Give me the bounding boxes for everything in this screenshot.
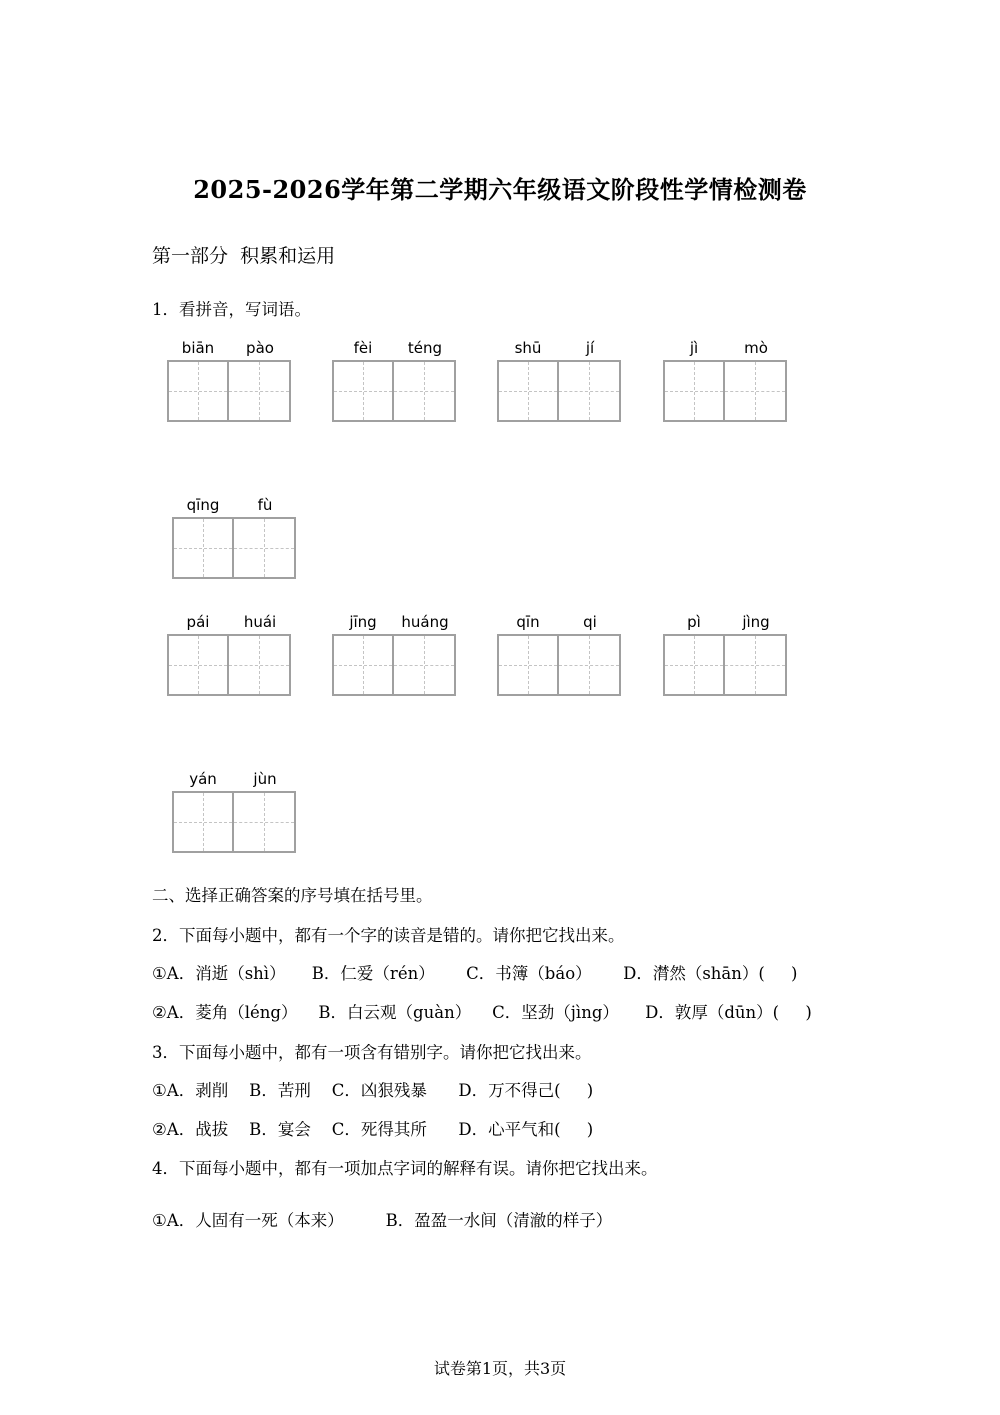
pinyin-syllable: jùn — [253, 770, 277, 788]
pinyin-box-4 — [663, 338, 789, 422]
pinyin-syllable: qi — [583, 613, 597, 631]
q2-prompt: 2．下面每小题中，都有一个字的读音是错的。请你把它找出来。 — [152, 926, 625, 945]
pinyin-box-6 — [167, 612, 293, 696]
writing-cell[interactable] — [725, 362, 785, 420]
pinyin-box-7 — [332, 612, 458, 696]
writing-cell[interactable] — [174, 519, 234, 577]
pinyin-syllable: pào — [246, 339, 274, 357]
pinyin-syllable: jì — [689, 339, 699, 357]
writing-cell[interactable] — [169, 636, 229, 694]
pinyin-syllable: fèi — [353, 339, 373, 357]
pinyin-syllable: qīng — [186, 496, 220, 514]
pinyin-syllable: huáng — [401, 613, 449, 631]
exam-title: 2025-2026学年第二学期六年级语文阶段性学情检测卷 — [193, 175, 807, 204]
writing-cell[interactable] — [499, 636, 559, 694]
pinyin-syllable: yán — [189, 770, 217, 788]
writing-cell[interactable] — [394, 362, 454, 420]
writing-cell[interactable] — [499, 362, 559, 420]
writing-cell[interactable] — [559, 362, 619, 420]
q4-item-1: ①A．人固有一死（本来） B．盈盈一水间（清澈的样子） — [152, 1211, 613, 1230]
section2-heading: 二、选择正确答案的序号填在括号里。 — [152, 886, 433, 905]
pinyin-syllable: mò — [744, 339, 768, 357]
pinyin-syllable: jìng — [742, 613, 770, 631]
pinyin-box-8 — [497, 612, 623, 696]
pinyin-box-2 — [332, 338, 458, 422]
pinyin-box-1 — [167, 338, 293, 422]
pinyin-syllable: qīn — [516, 613, 540, 631]
writing-cell[interactable] — [665, 636, 725, 694]
writing-cell[interactable] — [174, 793, 234, 851]
writing-cell[interactable] — [229, 636, 289, 694]
part1-heading: 第一部分 积累和运用 — [152, 245, 336, 267]
pinyin-box-9 — [663, 612, 789, 696]
pinyin-syllable: shū — [514, 339, 542, 357]
q4-prompt: 4．下面每小题中，都有一项加点字词的解释有误。请你把它找出来。 — [152, 1159, 658, 1178]
writing-cell[interactable] — [334, 362, 394, 420]
writing-cell[interactable] — [169, 362, 229, 420]
pinyin-box-5 — [172, 495, 298, 579]
writing-cell[interactable] — [665, 362, 725, 420]
pinyin-box-3 — [497, 338, 623, 422]
pinyin-syllable: biān — [181, 339, 215, 357]
pinyin-syllable: jīng — [349, 613, 377, 631]
writing-cell[interactable] — [394, 636, 454, 694]
pinyin-box-10 — [172, 769, 298, 853]
q2-item-1: ①A．消逝（shì） B．仁爱（rén） C．书簿（báo） D．潸然（shān）( ) — [152, 964, 798, 983]
q3-item-2: ②A．战拔 B．宴会 C．死得其所 D．心平气和( ) — [152, 1120, 594, 1139]
q3-prompt: 3．下面每小题中，都有一项含有错别字。请你把它找出来。 — [152, 1043, 592, 1062]
q3-item-1: ①A．剥削 B．苦刑 C．凶狠残暴 D．万不得己( ) — [152, 1081, 594, 1100]
writing-cell[interactable] — [725, 636, 785, 694]
page-footer: 试卷第1页，共3页 — [433, 1359, 567, 1378]
pinyin-syllable: pì — [687, 613, 701, 631]
writing-cell[interactable] — [234, 793, 294, 851]
pinyin-syllable: huái — [243, 613, 277, 631]
pinyin-syllable: téng — [407, 339, 443, 357]
pinyin-syllable: jí — [585, 339, 595, 357]
q1-prompt: 1．看拼音，写词语。 — [152, 300, 311, 319]
pinyin-syllable: fù — [257, 496, 273, 514]
writing-cell[interactable] — [559, 636, 619, 694]
writing-cell[interactable] — [229, 362, 289, 420]
writing-cell[interactable] — [334, 636, 394, 694]
writing-cell[interactable] — [234, 519, 294, 577]
q2-item-2: ②A．菱角（léng） B．白云观（guàn） C．坚劲（jìng） D．敦厚（dūn）( ) — [152, 1003, 812, 1022]
pinyin-syllable: pái — [186, 613, 210, 631]
